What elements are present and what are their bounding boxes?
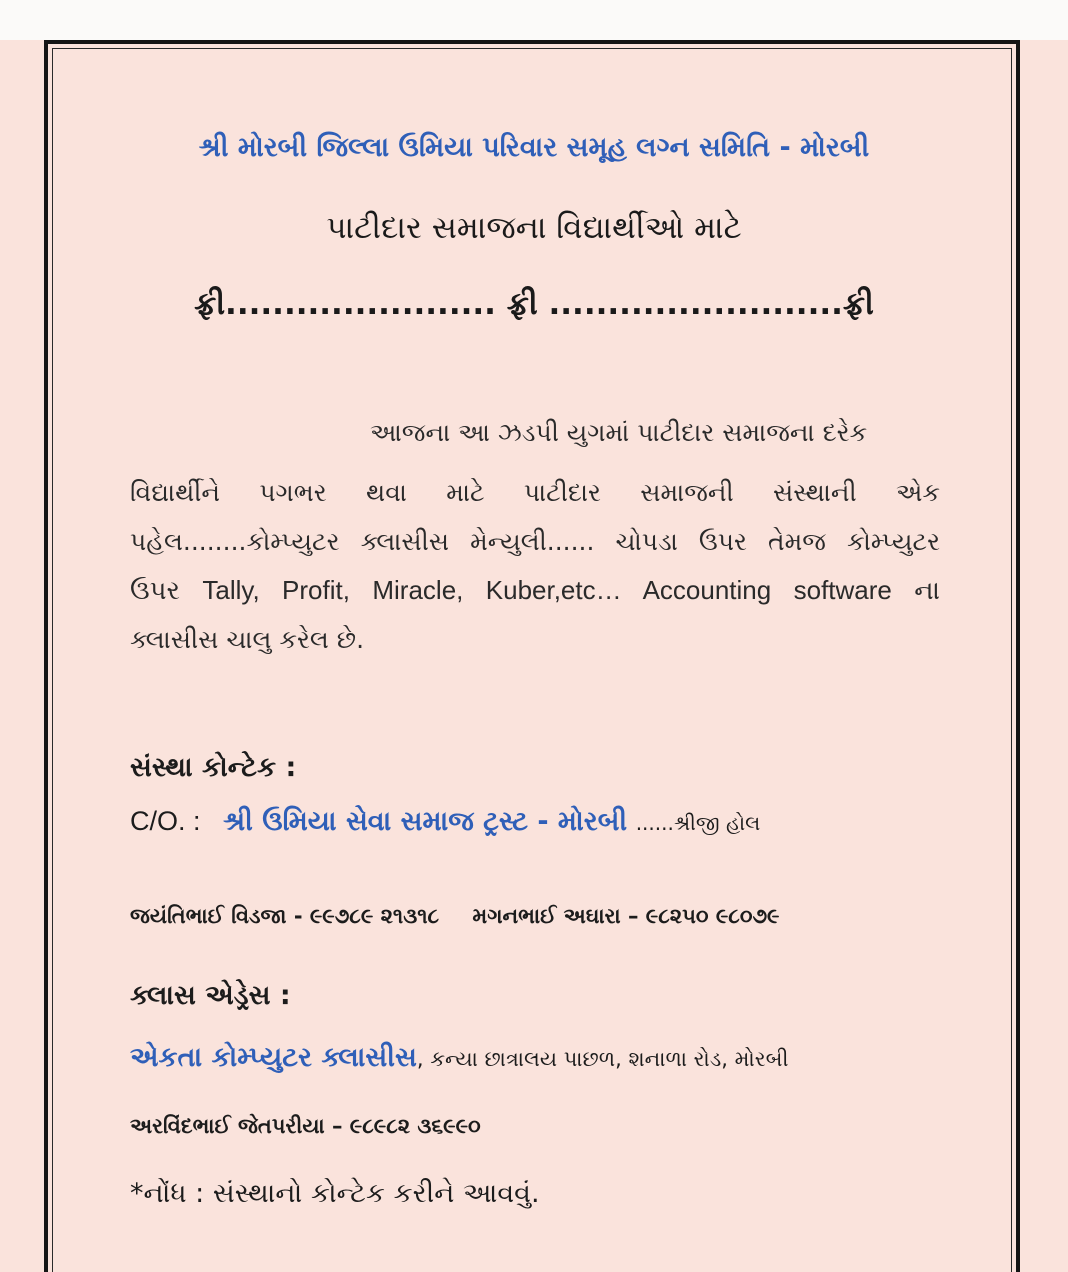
address-row	[130, 1042, 788, 1074]
note: *નોંધ : સંસ્થાનો કોન્ટેક કરીને આવવું.	[130, 1178, 540, 1209]
class-name: એકતા કોમ્પ્યુટર ક્લાસીસ	[130, 1042, 417, 1073]
co-trust-name: શ્રી ઉમિયા સેવા સમાજ ટ્રસ્ટ - મોરબી	[223, 806, 628, 837]
contact-person-2: મગનભાઈ અઘારા – ૯૮૨૫૦ ૯૮૦૭૯	[472, 904, 780, 928]
contact-person-1: જયંતિભાઈ વિડજા - ૯૯૭૮૯ ૨૧૩૧૮	[130, 904, 440, 928]
address-person: અરવિંદભાઈ જેતપરીયા – ૯૮૯૮૨ ૩૬૯૯૦	[130, 1114, 481, 1138]
body-line-4: ઉપર Tally, Profit, Miracle, Kuber,etc… Accounting software ના	[130, 575, 940, 605]
class-address: , કન્યા છાત્રાલય પાછળ, શનાળા રોડ, મોરબી	[416, 1047, 789, 1071]
address-heading: ક્લાસ એડ્રેસ :	[130, 980, 291, 1011]
page-title: શ્રી મોરબી જિલ્લા ઉમિયા પરિવાર સમૂહ લગ્ન સમિતિ - મોરબી	[198, 132, 870, 163]
free-banner: ફ્રી....................... ફ્રી .........................ફ્રી	[194, 286, 874, 322]
contact-persons-row	[130, 904, 780, 929]
body-line-2: વિદ્યાર્થીને પગભર થવા માટે પાટીદાર સમાજની સંસ્થાની એક	[130, 478, 940, 507]
body-line-1: આજના આ ઝડપી યુગમાં પાટીદાર સમાજના દરેક	[370, 418, 868, 447]
contact-co-row	[130, 806, 760, 838]
contact-heading: સંસ્થા કોન્ટેક :	[130, 752, 297, 783]
top-strip	[0, 0, 1068, 40]
body-line-5: ક્લાસીસ ચાલુ કરેલ છે.	[130, 625, 365, 654]
page-subtitle: પાટીદાર સમાજના વિદ્યાર્થીઓ માટે	[326, 210, 742, 246]
co-hall-suffix: ......શ્રીજી હોલ	[635, 811, 761, 835]
body-line-3: પહેલ........કોમ્પ્યુટર ક્લાસીસ મેન્યુલી...... ચોપડા ઉપર તેમજ કોમ્પ્યુટર	[130, 527, 940, 556]
co-label: C/O. :	[130, 806, 201, 836]
